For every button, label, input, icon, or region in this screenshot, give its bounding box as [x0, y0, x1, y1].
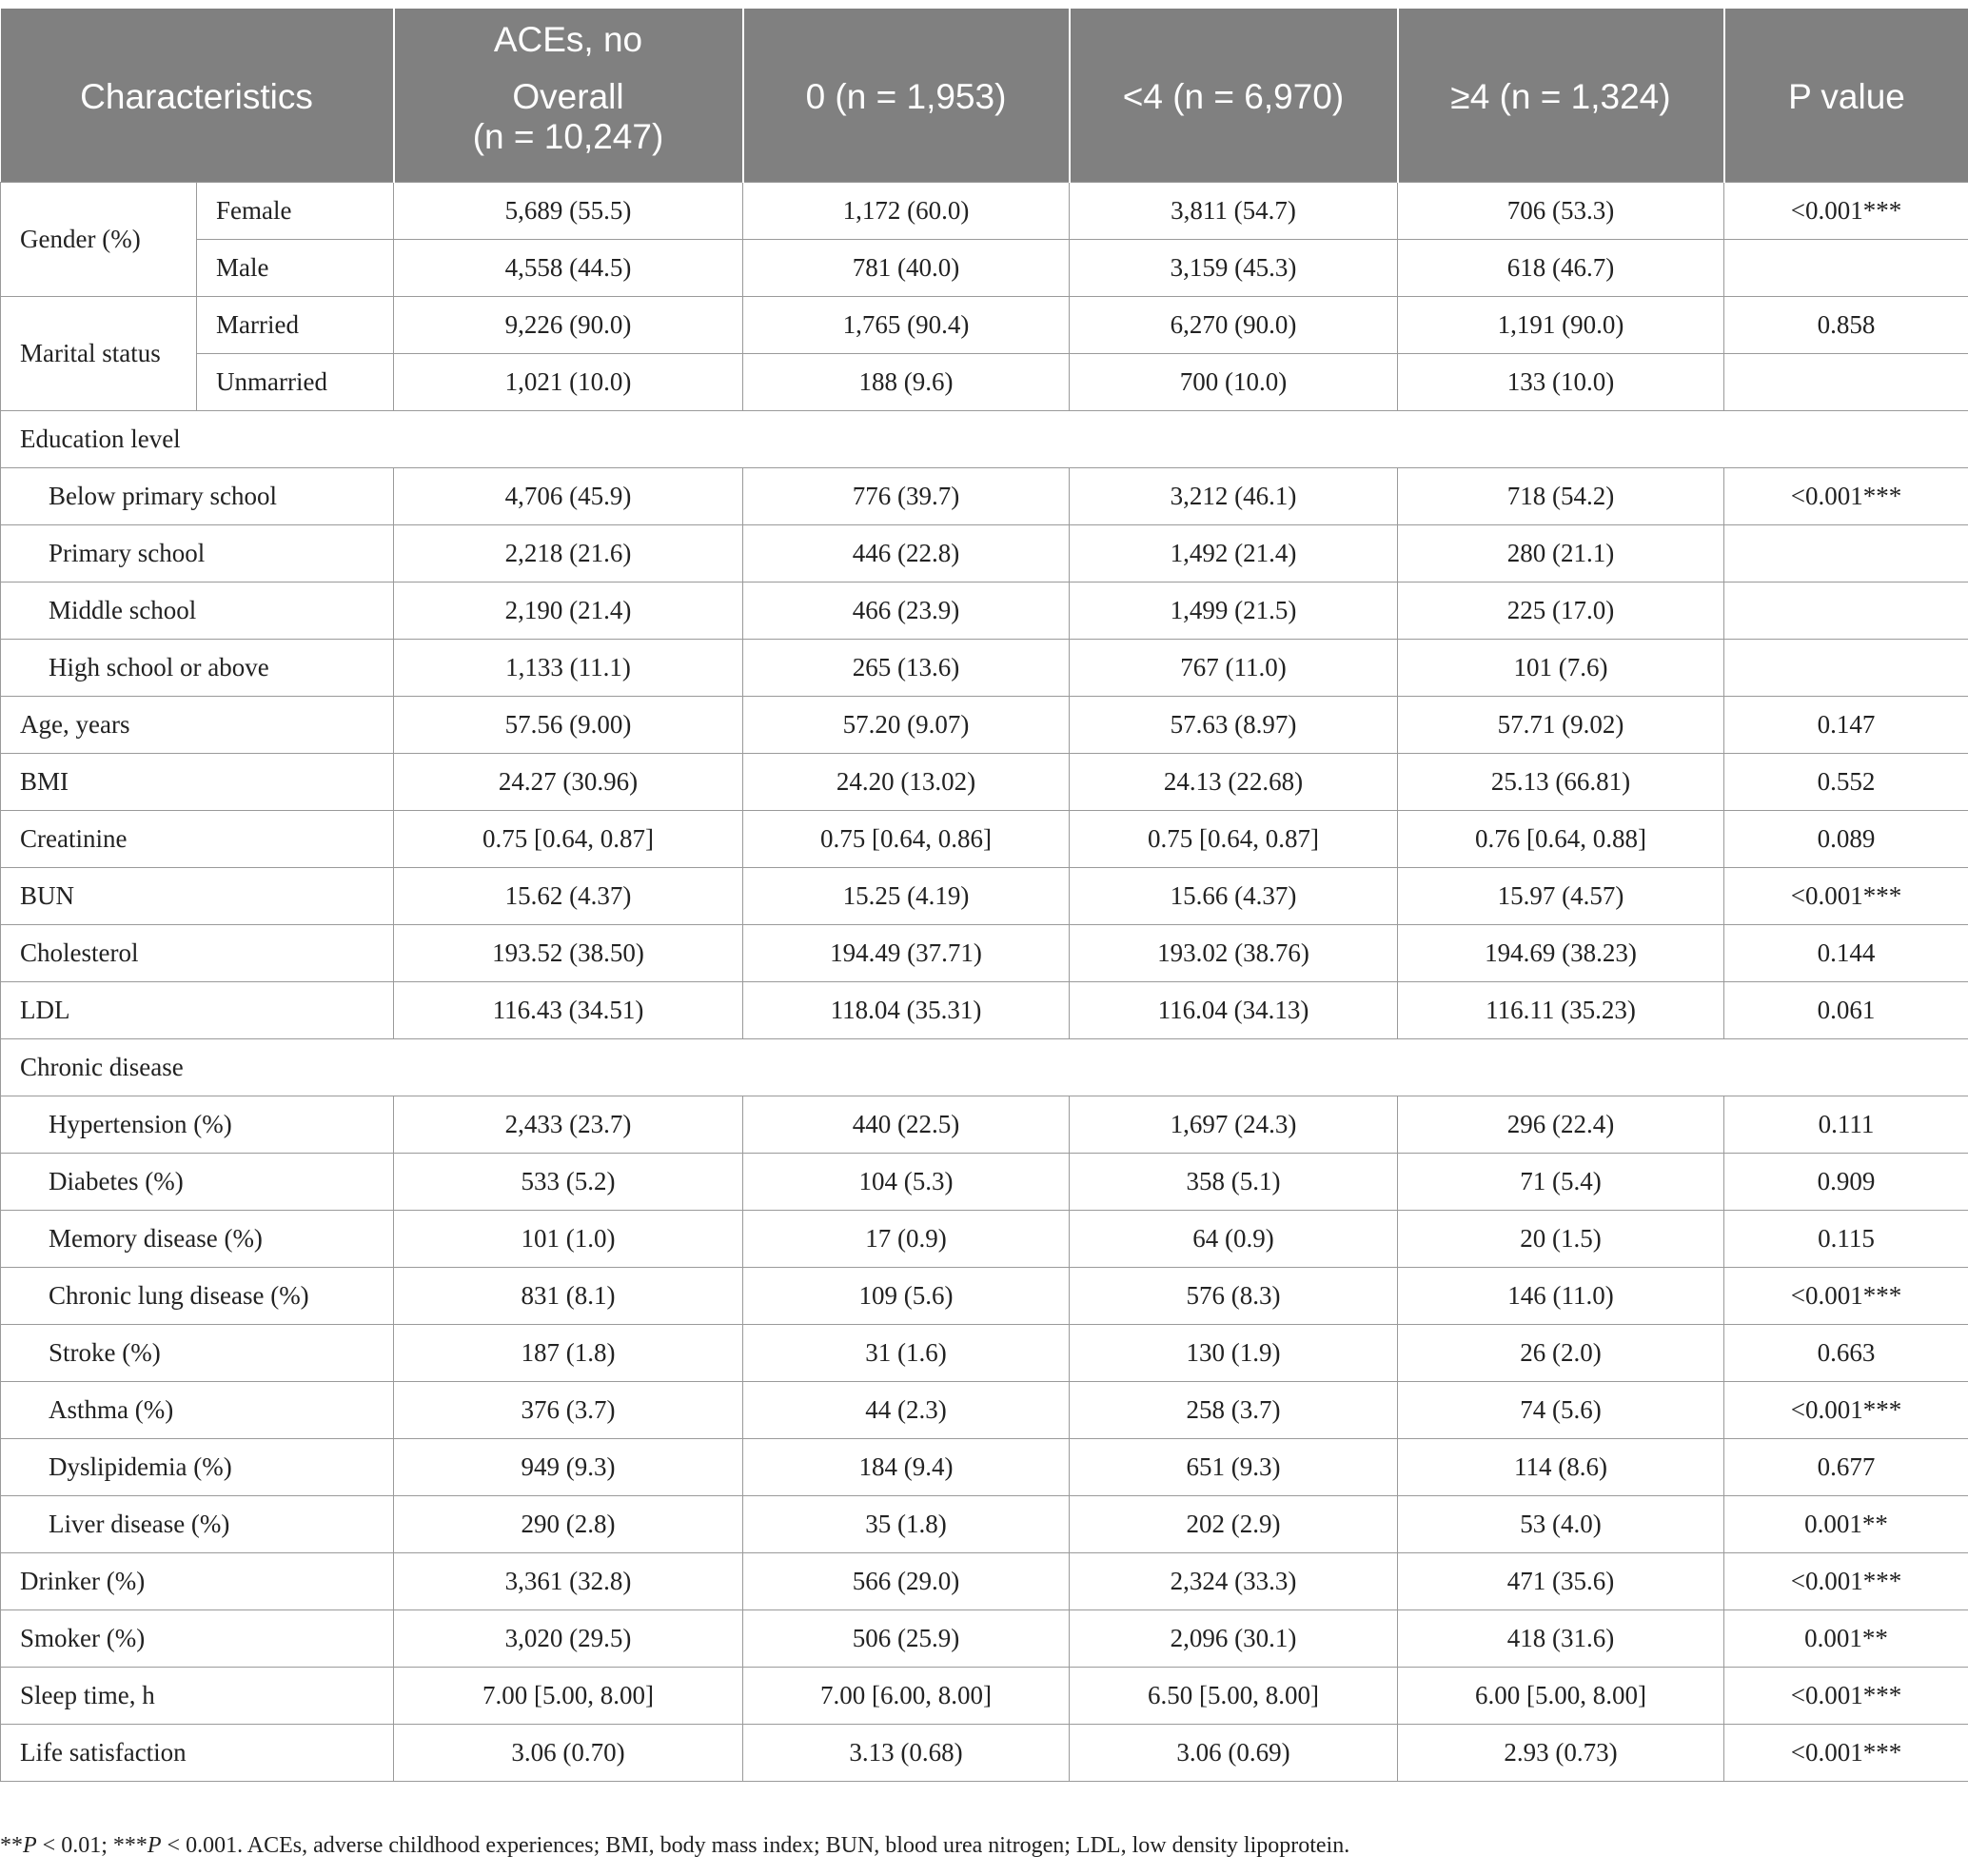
cell-group-lt4: 258 (3.7)	[1070, 1382, 1398, 1439]
cell-overall: 0.75 [0.64, 0.87]	[394, 811, 743, 868]
cell-overall: 2,190 (21.4)	[394, 583, 743, 640]
row-label: Smoker (%)	[1, 1610, 394, 1668]
row-label: Diabetes (%)	[1, 1154, 394, 1211]
cell-group-lt4: 3,811 (54.7)	[1070, 183, 1398, 240]
cell-p-value: 0.909	[1724, 1154, 1968, 1211]
cell-p-value	[1724, 240, 1968, 297]
header-characteristics: Characteristics	[1, 71, 394, 183]
cell-group-0: 466 (23.9)	[743, 583, 1070, 640]
group-label: Marital status	[1, 297, 197, 411]
cell-p-value: <0.001***	[1724, 1268, 1968, 1325]
cell-group-lt4: 1,492 (21.4)	[1070, 525, 1398, 583]
cell-group-0: 781 (40.0)	[743, 240, 1070, 297]
cell-overall: 290 (2.8)	[394, 1496, 743, 1553]
table-row	[1, 1610, 1968, 1668]
cell-group-ge4: 418 (31.6)	[1398, 1610, 1724, 1668]
footnote-sig3-text: < 0.001. ACEs, adverse childhood experiences; BMI, body mass index; BUN, blood urea nitrogen; LDL, low density lipoprotein.	[161, 1833, 1350, 1858]
cell-p-value: <0.001***	[1724, 1725, 1968, 1782]
cell-overall: 7.00 [5.00, 8.00]	[394, 1668, 743, 1725]
cell-p-value: <0.001***	[1724, 183, 1968, 240]
row-label: Liver disease (%)	[1, 1496, 394, 1553]
header-group-ge4: ≥4 (n = 1,324)	[1398, 71, 1724, 183]
row-label: Dyslipidemia (%)	[1, 1439, 394, 1496]
header-blank	[1398, 9, 1724, 71]
table-row	[1, 811, 1968, 868]
row-label: Hypertension (%)	[1, 1096, 394, 1154]
cell-group-0: 188 (9.6)	[743, 354, 1070, 411]
cell-group-0: 184 (9.4)	[743, 1439, 1070, 1496]
cell-group-0: 24.20 (13.02)	[743, 754, 1070, 811]
footnote-p-symbol: P	[147, 1833, 162, 1858]
footnote-sig2-prefix: **	[0, 1833, 23, 1858]
cell-group-0: 44 (2.3)	[743, 1382, 1070, 1439]
cell-group-ge4: 618 (46.7)	[1398, 240, 1724, 297]
table-row	[1, 982, 1968, 1039]
cell-group-ge4: 146 (11.0)	[1398, 1268, 1724, 1325]
cell-overall: 193.52 (38.50)	[394, 925, 743, 982]
table-row	[1, 525, 1968, 583]
cell-group-lt4: 1,499 (21.5)	[1070, 583, 1398, 640]
table-row	[1, 1725, 1968, 1782]
row-label: Male	[197, 240, 394, 297]
cell-p-value: 0.147	[1724, 697, 1968, 754]
table-row	[1, 1553, 1968, 1610]
cell-overall: 3.06 (0.70)	[394, 1725, 743, 1782]
row-label: Sleep time, h	[1, 1668, 394, 1725]
cell-group-ge4: 133 (10.0)	[1398, 354, 1724, 411]
table-row	[1, 1496, 1968, 1553]
table-row	[1, 868, 1968, 925]
row-label: BMI	[1, 754, 394, 811]
cell-group-0: 1,172 (60.0)	[743, 183, 1070, 240]
cell-group-ge4: 296 (22.4)	[1398, 1096, 1724, 1154]
cell-overall: 831 (8.1)	[394, 1268, 743, 1325]
header-group-lt4: <4 (n = 6,970)	[1070, 71, 1398, 183]
cell-group-0: 7.00 [6.00, 8.00]	[743, 1668, 1070, 1725]
cell-overall: 9,226 (90.0)	[394, 297, 743, 354]
cell-group-lt4: 64 (0.9)	[1070, 1211, 1398, 1268]
row-label: Below primary school	[1, 468, 394, 525]
cell-group-ge4: 25.13 (66.81)	[1398, 754, 1724, 811]
table-row	[1, 1154, 1968, 1211]
footnote-p-symbol: P	[23, 1833, 37, 1858]
header-group-0: 0 (n = 1,953)	[743, 71, 1070, 183]
row-label: Memory disease (%)	[1, 1211, 394, 1268]
cell-group-lt4: 3,212 (46.1)	[1070, 468, 1398, 525]
table-row	[1, 1439, 1968, 1496]
cell-overall: 949 (9.3)	[394, 1439, 743, 1496]
row-label: LDL	[1, 982, 394, 1039]
cell-group-0: 0.75 [0.64, 0.86]	[743, 811, 1070, 868]
header-overall-title: Overall	[512, 77, 624, 116]
cell-overall: 24.27 (30.96)	[394, 754, 743, 811]
cell-p-value: 0.552	[1724, 754, 1968, 811]
cell-group-0: 566 (29.0)	[743, 1553, 1070, 1610]
row-label: Creatinine	[1, 811, 394, 868]
group-label: Gender (%)	[1, 183, 197, 297]
cell-p-value: 0.061	[1724, 982, 1968, 1039]
cell-group-lt4: 2,324 (33.3)	[1070, 1553, 1398, 1610]
cell-group-ge4: 114 (8.6)	[1398, 1439, 1724, 1496]
cell-group-ge4: 53 (4.0)	[1398, 1496, 1724, 1553]
row-label: BUN	[1, 868, 394, 925]
row-label: Married	[197, 297, 394, 354]
header-p-value: P value	[1724, 71, 1968, 183]
cell-group-0: 1,765 (90.4)	[743, 297, 1070, 354]
cell-group-lt4: 0.75 [0.64, 0.87]	[1070, 811, 1398, 868]
cell-p-value	[1724, 354, 1968, 411]
row-label: Cholesterol	[1, 925, 394, 982]
cell-group-lt4: 3.06 (0.69)	[1070, 1725, 1398, 1782]
table-row	[1, 1268, 1968, 1325]
cell-group-ge4: 15.97 (4.57)	[1398, 868, 1724, 925]
table-row	[1, 240, 1968, 297]
cell-group-lt4: 358 (5.1)	[1070, 1154, 1398, 1211]
cell-p-value: 0.089	[1724, 811, 1968, 868]
cell-group-ge4: 20 (1.5)	[1398, 1211, 1724, 1268]
cell-group-lt4: 193.02 (38.76)	[1070, 925, 1398, 982]
cell-group-0: 31 (1.6)	[743, 1325, 1070, 1382]
table-row	[1, 697, 1968, 754]
cell-p-value: 0.858	[1724, 297, 1968, 354]
cell-group-0: 194.49 (37.71)	[743, 925, 1070, 982]
cell-group-ge4: 706 (53.3)	[1398, 183, 1724, 240]
cell-group-ge4: 6.00 [5.00, 8.00]	[1398, 1668, 1724, 1725]
cell-group-lt4: 700 (10.0)	[1070, 354, 1398, 411]
cell-group-0: 265 (13.6)	[743, 640, 1070, 697]
table-row	[1, 925, 1968, 982]
cell-group-ge4: 101 (7.6)	[1398, 640, 1724, 697]
cell-overall: 4,706 (45.9)	[394, 468, 743, 525]
section-row	[1, 411, 1968, 468]
header-aces-label: ACEs, no	[394, 9, 743, 71]
cell-overall: 5,689 (55.5)	[394, 183, 743, 240]
cell-p-value: <0.001***	[1724, 1668, 1968, 1725]
cell-p-value: 0.111	[1724, 1096, 1968, 1154]
cell-p-value: 0.001**	[1724, 1496, 1968, 1553]
characteristics-table	[0, 9, 1968, 1782]
cell-group-0: 440 (22.5)	[743, 1096, 1070, 1154]
cell-group-0: 17 (0.9)	[743, 1211, 1070, 1268]
section-label: Chronic disease	[1, 1039, 1968, 1096]
cell-overall: 2,433 (23.7)	[394, 1096, 743, 1154]
table-row	[1, 297, 1968, 354]
cell-group-lt4: 130 (1.9)	[1070, 1325, 1398, 1382]
table-row	[1, 1211, 1968, 1268]
cell-p-value: 0.677	[1724, 1439, 1968, 1496]
cell-group-lt4: 57.63 (8.97)	[1070, 697, 1398, 754]
cell-group-0: 109 (5.6)	[743, 1268, 1070, 1325]
cell-group-lt4: 3,159 (45.3)	[1070, 240, 1398, 297]
cell-group-0: 776 (39.7)	[743, 468, 1070, 525]
header-blank	[743, 9, 1070, 71]
cell-overall: 1,133 (11.1)	[394, 640, 743, 697]
footnote-sig2-text: < 0.01;	[36, 1833, 113, 1858]
row-label: Primary school	[1, 525, 394, 583]
cell-group-lt4: 2,096 (30.1)	[1070, 1610, 1398, 1668]
cell-group-ge4: 26 (2.0)	[1398, 1325, 1724, 1382]
row-label: Female	[197, 183, 394, 240]
cell-group-lt4: 202 (2.9)	[1070, 1496, 1398, 1553]
cell-overall: 3,020 (29.5)	[394, 1610, 743, 1668]
cell-p-value: 0.115	[1724, 1211, 1968, 1268]
cell-overall: 15.62 (4.37)	[394, 868, 743, 925]
cell-group-0: 35 (1.8)	[743, 1496, 1070, 1553]
cell-group-0: 57.20 (9.07)	[743, 697, 1070, 754]
cell-group-0: 118.04 (35.31)	[743, 982, 1070, 1039]
cell-group-lt4: 116.04 (34.13)	[1070, 982, 1398, 1039]
cell-group-ge4: 194.69 (38.23)	[1398, 925, 1724, 982]
cell-group-lt4: 6.50 [5.00, 8.00]	[1070, 1668, 1398, 1725]
row-label: Age, years	[1, 697, 394, 754]
cell-group-0: 15.25 (4.19)	[743, 868, 1070, 925]
cell-group-ge4: 280 (21.1)	[1398, 525, 1724, 583]
cell-group-lt4: 651 (9.3)	[1070, 1439, 1398, 1496]
cell-p-value	[1724, 640, 1968, 697]
cell-group-0: 506 (25.9)	[743, 1610, 1070, 1668]
cell-group-ge4: 71 (5.4)	[1398, 1154, 1724, 1211]
cell-p-value: <0.001***	[1724, 868, 1968, 925]
cell-overall: 187 (1.8)	[394, 1325, 743, 1382]
footnote-sig3-prefix: ***	[112, 1833, 148, 1858]
table-row	[1, 1382, 1968, 1439]
table-row	[1, 754, 1968, 811]
cell-group-0: 3.13 (0.68)	[743, 1725, 1070, 1782]
cell-overall: 376 (3.7)	[394, 1382, 743, 1439]
table-row	[1, 1668, 1968, 1725]
section-row	[1, 1039, 1968, 1096]
table-row	[1, 1325, 1968, 1382]
cell-group-lt4: 24.13 (22.68)	[1070, 754, 1398, 811]
cell-group-ge4: 718 (54.2)	[1398, 468, 1724, 525]
cell-overall: 533 (5.2)	[394, 1154, 743, 1211]
table-row	[1, 183, 1968, 240]
cell-p-value	[1724, 525, 1968, 583]
row-label: Unmarried	[197, 354, 394, 411]
cell-p-value: <0.001***	[1724, 1382, 1968, 1439]
cell-p-value: <0.001***	[1724, 1553, 1968, 1610]
row-label: High school or above	[1, 640, 394, 697]
section-label: Education level	[1, 411, 1968, 468]
header-overall-n: (n = 10,247)	[472, 117, 664, 156]
cell-group-ge4: 2.93 (0.73)	[1398, 1725, 1724, 1782]
cell-group-ge4: 57.71 (9.02)	[1398, 697, 1724, 754]
cell-overall: 101 (1.0)	[394, 1211, 743, 1268]
cell-p-value: <0.001***	[1724, 468, 1968, 525]
cell-group-lt4: 767 (11.0)	[1070, 640, 1398, 697]
table-row	[1, 640, 1968, 697]
row-label: Stroke (%)	[1, 1325, 394, 1382]
cell-p-value: 0.663	[1724, 1325, 1968, 1382]
cell-group-0: 446 (22.8)	[743, 525, 1070, 583]
cell-group-ge4: 1,191 (90.0)	[1398, 297, 1724, 354]
cell-group-ge4: 74 (5.6)	[1398, 1382, 1724, 1439]
row-label: Life satisfaction	[1, 1725, 394, 1782]
table-footnote	[0, 1833, 1349, 1859]
cell-overall: 3,361 (32.8)	[394, 1553, 743, 1610]
table-row	[1, 468, 1968, 525]
cell-group-lt4: 1,697 (24.3)	[1070, 1096, 1398, 1154]
row-label: Drinker (%)	[1, 1553, 394, 1610]
header-blank	[1, 9, 394, 71]
cell-p-value	[1724, 583, 1968, 640]
cell-overall: 116.43 (34.51)	[394, 982, 743, 1039]
row-label: Middle school	[1, 583, 394, 640]
cell-p-value: 0.144	[1724, 925, 1968, 982]
cell-group-lt4: 6,270 (90.0)	[1070, 297, 1398, 354]
cell-group-ge4: 225 (17.0)	[1398, 583, 1724, 640]
cell-overall: 1,021 (10.0)	[394, 354, 743, 411]
table-body	[1, 183, 1968, 1782]
table-row	[1, 1096, 1968, 1154]
cell-overall: 4,558 (44.5)	[394, 240, 743, 297]
cell-group-ge4: 0.76 [0.64, 0.88]	[1398, 811, 1724, 868]
table-row	[1, 583, 1968, 640]
header-blank	[1070, 9, 1398, 71]
cell-overall: 57.56 (9.00)	[394, 697, 743, 754]
cell-group-lt4: 576 (8.3)	[1070, 1268, 1398, 1325]
row-label: Asthma (%)	[1, 1382, 394, 1439]
header-blank	[1724, 9, 1968, 71]
cell-group-ge4: 471 (35.6)	[1398, 1553, 1724, 1610]
cell-group-0: 104 (5.3)	[743, 1154, 1070, 1211]
cell-overall: 2,218 (21.6)	[394, 525, 743, 583]
header-overall	[394, 71, 743, 183]
row-label: Chronic lung disease (%)	[1, 1268, 394, 1325]
cell-group-ge4: 116.11 (35.23)	[1398, 982, 1724, 1039]
cell-p-value: 0.001**	[1724, 1610, 1968, 1668]
cell-group-lt4: 15.66 (4.37)	[1070, 868, 1398, 925]
table-row	[1, 354, 1968, 411]
